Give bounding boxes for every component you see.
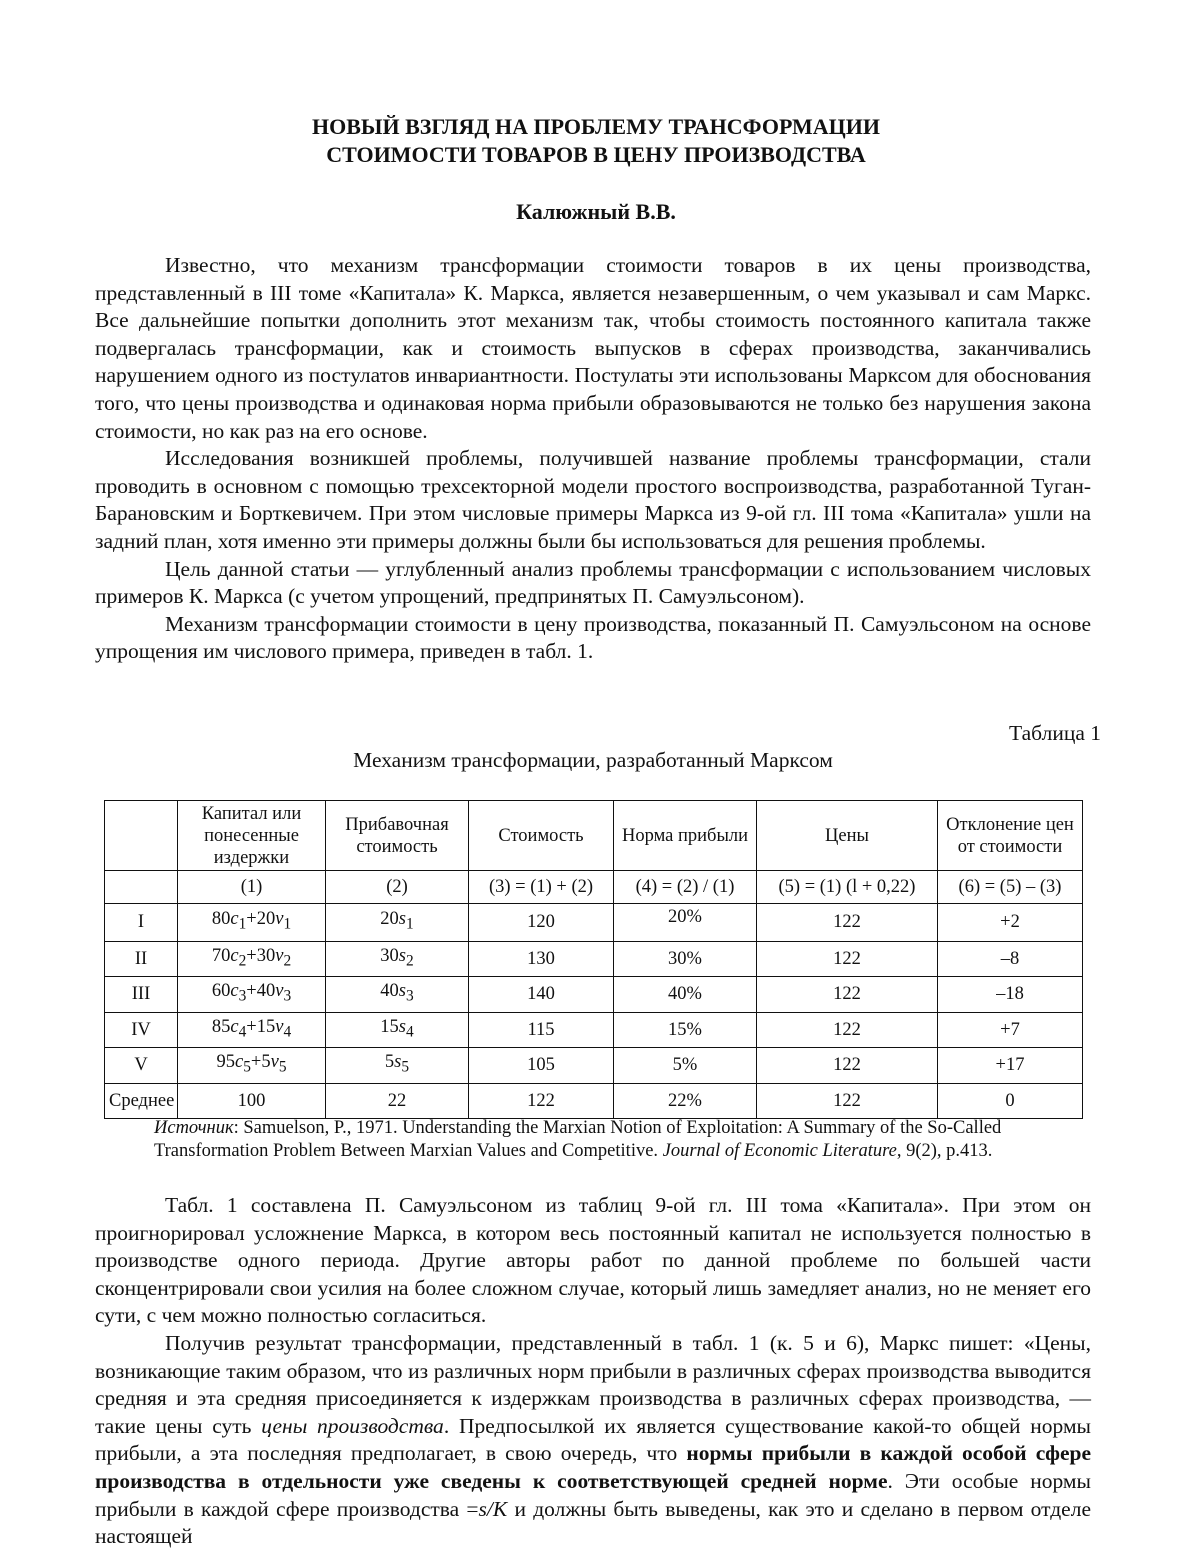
table-formula-row (105, 871, 1083, 904)
table-row (105, 941, 1083, 977)
deviation-cell: –18 (938, 977, 1083, 1013)
value-cell: 140 (469, 977, 614, 1013)
capital-cell (178, 1048, 326, 1084)
surplus-symbol: s (398, 909, 406, 930)
table-row-average (105, 1083, 1083, 1119)
formula-cell: (4) = (2) / (1) (614, 871, 757, 904)
price-cell: 122 (757, 904, 938, 942)
capital-cell: 100 (178, 1083, 326, 1119)
paragraph: Цель данной статьи — углубленный анализ проблемы трансформации с использованием числовых примеров К. Маркса (с учетом упрощений, предпринятых П. Самуэльсоном). (95, 556, 1091, 609)
table-source (154, 1117, 1084, 1163)
subscript: 5 (278, 1059, 287, 1077)
surplus-cell (326, 1012, 469, 1048)
surplus-cell (326, 977, 469, 1013)
surplus-cell: 22 (326, 1083, 469, 1119)
row-label: II (105, 941, 178, 977)
text-run: 30 (256, 945, 276, 966)
text-run: . Эти особые нормы прибыли в каждой сфере производства = (95, 1468, 1091, 1521)
header-cell: Цены (757, 801, 938, 871)
subscript: 2 (283, 952, 292, 970)
source-end: , 9(2), p.413. (896, 1141, 993, 1161)
value-cell: 105 (469, 1048, 614, 1084)
table-row (105, 904, 1083, 942)
text-run: 30 (380, 945, 399, 966)
subscript: 5 (401, 1059, 410, 1077)
formula-cell: (5) = (1) (l + 0,22) (757, 871, 938, 904)
table-corner-cell (105, 801, 178, 871)
capital-cell (178, 1012, 326, 1048)
text-run: 40 (380, 981, 399, 1002)
capital-cell (178, 904, 326, 942)
plus-sign: + (246, 1016, 257, 1037)
text-run: 60 (211, 981, 231, 1002)
row-label: Среднее (105, 1083, 178, 1119)
surplus-cell (326, 904, 469, 942)
text-run: 80 (211, 909, 231, 930)
deviation-cell: 0 (938, 1083, 1083, 1119)
paragraph: Механизм трансформации стоимости в цену производства, показанный П. Самуэльсоном на основе упрощения им числового примера, приведен в табл. 1. (95, 611, 1091, 664)
formula-cell: (2) (326, 871, 469, 904)
table-row (105, 1048, 1083, 1084)
paragraph: Табл. 1 составлена П. Самуэльсоном из таблиц 9-ой гл. III тома «Капитала». При этом он проигнорировал усложнение Маркса, в котором весь постоянный капитал не используется полностью в производстве одного периода. Другие авторы работ по данной проблеме по большей части сконцентрировали свои усилия на более сложном случае, который лишь замедляет анализ, но не меняет его сути, с чем можно полностью согласиться. (95, 1193, 1091, 1328)
subscript: 4 (238, 1023, 247, 1041)
plus-sign: + (246, 945, 257, 966)
text-run: 5 (261, 1052, 271, 1073)
value-cell: 115 (469, 1012, 614, 1048)
surplus-symbol: s (394, 1052, 402, 1073)
title-line-1: НОВЫЙ ВЗГЛЯД НА ПРОБЛЕМУ ТРАНСФОРМАЦИИ (312, 114, 880, 139)
table-corner-cell (105, 871, 178, 904)
variable-capital-symbol: v (275, 981, 284, 1002)
subscript: 1 (238, 916, 247, 934)
formula-cell: (1) (178, 871, 326, 904)
rate-cell: 22% (614, 1083, 757, 1119)
intro-section (95, 252, 1091, 666)
text-run: 15 (380, 1016, 399, 1037)
formula-cell: (6) = (5) – (3) (938, 871, 1083, 904)
value-cell: 122 (469, 1083, 614, 1119)
author-name: Калюжный В.В. (516, 199, 676, 224)
paragraph: Исследования возникшей проблемы, получившей название проблемы трансформации, стали проводить в основном с помощью трехсекторной модели простого воспроизводства, разработанной Туган-Барановским и Борткевичем. При этом числовые примеры Маркса из 9-ой гл. III тома «Капитала» ушли на задний план, хотя именно эти примеры должны были бы использоваться для решения проблемы. (95, 446, 1091, 553)
subscript: 3 (238, 988, 247, 1006)
rate-cell: 20% (614, 904, 757, 942)
variable-capital-symbol: v (275, 1016, 284, 1037)
main-section (95, 1192, 1091, 1551)
bold-emphasis: нормы прибыли в каждой особой сфере производства в отдельности уже сведены к соответствующей средней норме (95, 1441, 1091, 1493)
subscript: 3 (406, 988, 414, 1006)
text-run: Получив результат трансформации, представленный в табл. 1 (к. 5 и 6), Маркс пишет: «Цены, возникающие таким образом, что из различных норм прибыли в различных сферах производства выводится средняя и эта средняя присоединяется к издержкам производства в различных сферах производства, — такие цены суть (95, 1330, 1091, 1438)
text-run: 20 (380, 909, 399, 930)
value-cell: 120 (469, 904, 614, 942)
row-label: I (105, 904, 178, 942)
text-run: . Предпосылкой их является существование какой-то общей нормы прибыли, а эта последняя предполагает, в свою очередь, что (95, 1413, 1092, 1466)
variable-capital-symbol: v (270, 1052, 279, 1073)
rate-cell: 5% (614, 1048, 757, 1084)
surplus-cell (326, 1048, 469, 1084)
header-cell: Норма прибыли (614, 801, 757, 871)
capital-cell (178, 977, 326, 1013)
table-caption: Механизм трансформации, разработанный Марксом (353, 748, 833, 772)
subscript: 1 (283, 916, 292, 934)
plus-sign: + (246, 981, 257, 1002)
constant-capital-symbol: c (230, 981, 239, 1002)
paragraph: Известно, что механизм трансформации стоимости товаров в их цены производства, представленный в III томе «Капитала» К. Маркса, является незавершенным, о чем указывал и сам Маркс. Все дальнейшие попытки дополнить этот механизм так, чтобы стоимость постоянного капитала также подвергалась трансформации, как и стоимость выпусков в сферах производства, заканчивались нарушением одного из постулатов инвариантности. Постулаты эти использованы Марксом для обоснования того, что цены производства и одинаковая норма прибыли образовываются не только без нарушения закона стоимости, но как раз на его основе. (95, 253, 1091, 443)
text-run: 20 (256, 909, 276, 930)
row-label: III (105, 977, 178, 1013)
plus-sign: + (246, 909, 257, 930)
table-number: Таблица 1 (1009, 721, 1101, 745)
table-header-row (105, 801, 1083, 871)
subscript: 4 (283, 1023, 292, 1041)
value-cell: 130 (469, 941, 614, 977)
italic-term: цены производства (261, 1413, 444, 1438)
source-journal: Journal of Economic Literature (662, 1141, 897, 1161)
rate-cell: 15% (614, 1012, 757, 1048)
text-run: 15 (256, 1016, 276, 1037)
source-text: : Samuelson, P., 1971. Understanding the Marxian Notion of Exploitation: A Summary of the So-Called Transformation Problem Between Marxian Values and Competitive. (154, 1118, 1002, 1161)
text-run: 70 (211, 945, 231, 966)
deviation-cell: +2 (938, 904, 1083, 942)
variable-capital-symbol: v (275, 945, 284, 966)
subscript: 3 (283, 988, 292, 1006)
deviation-cell: +17 (938, 1048, 1083, 1084)
title-line-2: СТОИМОСТИ ТОВАРОВ В ЦЕНУ ПРОИЗВОДСТВА (326, 142, 866, 167)
text-run: 95 (216, 1052, 235, 1073)
text-run: 5 (384, 1052, 395, 1073)
rate-cell: 40% (614, 977, 757, 1013)
table-row (105, 977, 1083, 1013)
deviation-cell: –8 (938, 941, 1083, 977)
deviation-cell: +7 (938, 1012, 1083, 1048)
paragraph (95, 1330, 1091, 1551)
header-cell: Прибавочная стоимость (326, 801, 469, 871)
price-cell: 122 (757, 1083, 938, 1119)
surplus-symbol: s (398, 945, 406, 966)
subscript: 4 (406, 1023, 414, 1041)
row-label: V (105, 1048, 178, 1084)
surplus-symbol: s (398, 981, 406, 1002)
price-cell: 122 (757, 1012, 938, 1048)
subscript: 2 (238, 952, 247, 970)
surplus-cell (326, 941, 469, 977)
price-cell: 122 (757, 1048, 938, 1084)
table-row (105, 1012, 1083, 1048)
text-run: 40 (256, 981, 276, 1002)
paper-title (0, 113, 1192, 169)
plus-sign: + (250, 1052, 262, 1073)
formula: s/K (478, 1496, 508, 1521)
capital-cell (178, 941, 326, 977)
row-label: IV (105, 1012, 178, 1048)
surplus-symbol: s (398, 1016, 406, 1037)
header-cell: Капитал или понесенные издержки (178, 801, 326, 871)
constant-capital-symbol: c (230, 909, 239, 930)
price-cell: 122 (757, 941, 938, 977)
price-cell: 122 (757, 977, 938, 1013)
constant-capital-symbol: c (234, 1052, 244, 1073)
text-run: и должны быть выведены, как это и сделано в первом отделе настоящей (95, 1496, 1092, 1549)
subscript: 1 (406, 916, 414, 934)
subscript: 5 (243, 1059, 251, 1077)
constant-capital-symbol: c (230, 1016, 239, 1037)
variable-capital-symbol: v (275, 909, 284, 930)
subscript: 2 (406, 952, 414, 970)
header-cell: Стоимость (469, 801, 614, 871)
transformation-table (104, 800, 1083, 1119)
rate-cell: 30% (614, 941, 757, 977)
formula-cell: (3) = (1) + (2) (469, 871, 614, 904)
text-run: 85 (211, 1016, 231, 1037)
constant-capital-symbol: c (230, 945, 239, 966)
header-cell: Отклонение цен от стоимости (938, 801, 1083, 871)
source-label: Источник (154, 1118, 234, 1138)
